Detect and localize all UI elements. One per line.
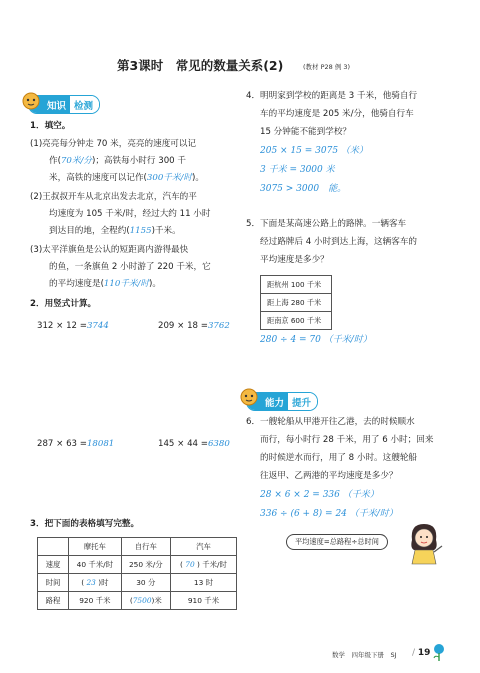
q3-distance-answer: 7500 [132, 596, 152, 605]
q2-item-2: 209 × 18 =3762 [158, 321, 230, 331]
q1-s1-answer2: 300千米/时 [146, 173, 192, 183]
q4-line2: 车的平均速度是 205 米/分，他骑自行车 [260, 109, 414, 119]
road-sign-row: 距杭州 100 千米 [261, 276, 331, 294]
q5-line3: 平均速度是多少？ [260, 255, 329, 265]
q1-s3-line1: (3)太平洋旗鱼是公认的短距离内游得最快 [30, 245, 189, 255]
leaf-icon [431, 642, 447, 662]
q1-s2-line2: 均速度为 105 千米/时，经过大约 11 小时 [49, 209, 211, 219]
table-row: 路程 920 千米 (7500)米 910 千米 [38, 592, 237, 610]
q1-s1-line3: 米，高铁的速度可以记作(300千米/时)。 [49, 173, 204, 183]
q3-table [37, 537, 237, 610]
q3-heading: 3．把下面的表格填写完整。 [30, 519, 140, 529]
q4-answer-line1: 205 × 15 = 3075 （米） [260, 146, 368, 156]
section-badge-knowledge: 知识 检测 [28, 95, 100, 114]
q1-heading: 1．填空。 [30, 121, 71, 131]
q5-line2: 经过路牌后 4 小时到达上海，这辆客车的 [260, 237, 418, 247]
table-row: 摩托车 自行车 汽车 [38, 538, 237, 556]
table-row: 时间 ( 23 )时 30 分 13 时 [38, 574, 237, 592]
girl-illustration-icon [404, 518, 444, 566]
road-sign-row: 距南京 600 千米 [267, 316, 322, 325]
q5-line1: 5．下面是某高速公路上的路牌。一辆客车 [246, 219, 407, 229]
q6-line2: 而行，每小时行 28 千米，用了 6 小时；回来 [260, 435, 434, 445]
mascot-icon [21, 90, 41, 112]
q2-heading: 2．用竖式计算。 [30, 299, 97, 309]
q6-line3: 的时候逆水而行，用了 8 小时。这艘轮船 [260, 453, 418, 463]
q6-answer-line1: 28 × 6 × 2 = 336 （千米） [260, 490, 379, 500]
q2-item-3: 287 × 63 =18081 [37, 439, 115, 449]
q1-s1-line2: 作(70米/分)；高铁每小时行 300 千 [49, 156, 186, 166]
textbook-reference: (教材 P28 例 3) [303, 63, 351, 71]
formula-hint-bubble: 平均速度=总路程÷总时间 [286, 534, 388, 550]
q2-item-1: 312 × 12 =3744 [37, 321, 109, 331]
road-sign [260, 275, 332, 330]
q1-s3-answer: 110千米/时 [103, 279, 150, 289]
table-row: 速度 40 千米/时 250 米/分 ( 70 ) 千米/时 [38, 556, 237, 574]
q1-s3-line2: 的鱼，一条旗鱼 2 小时游了 220 千米，它 [49, 262, 211, 272]
page-title: 第3课时 常见的数量关系(2) [117, 58, 284, 73]
q4-answer-line3: 3075 > 3000 能。 [260, 184, 347, 194]
q4-answer-line2: 3 千米 = 3000 米 [260, 165, 335, 175]
q6-line4: 往返甲、乙两港的平均速度是多少？ [260, 471, 398, 481]
q3-time-answer: 23 [86, 578, 96, 587]
q1-s2-line3: 到达目的地，全程约(1155)千米。 [49, 226, 181, 236]
q5-answer: 280 ÷ 4 = 70 （千米/时） [260, 335, 372, 345]
q3-speed-answer: 70 [185, 560, 195, 569]
q6-answer-line2: 336 ÷ (6 + 8) = 24 （千米/时） [260, 509, 398, 519]
q6-line1: 6．一艘轮船从甲港开往乙港，去的时候顺水 [246, 417, 415, 427]
q1-s1-line1: (1)亮亮每分钟走 70 米，亮亮的速度可以记 [30, 139, 197, 149]
road-sign-row: 距上海 280 千米 [261, 294, 331, 312]
footer-text: 数学 四年级下册 SJ [332, 651, 397, 659]
q1-s2-answer: 1155 [129, 226, 152, 236]
q4-line1: 4．明明家到学校的距离是 3 千米，他骑自行 [246, 91, 418, 101]
q4-line3: 15 分钟能不能到学校？ [260, 127, 352, 137]
page-number: / 19 [412, 648, 431, 658]
q1-s2-line1: (2)王叔叔开车从北京出发去北京，汽车的平 [30, 192, 197, 202]
section-badge-ability: 能力 提升 [246, 392, 318, 411]
q1-s1-answer1: 70米/分 [60, 156, 92, 166]
q2-item-4: 145 × 44 =6380 [158, 439, 230, 449]
mascot-icon [239, 386, 259, 408]
q1-s3-line3: 的平均速度是(110千米/时)。 [49, 279, 161, 289]
